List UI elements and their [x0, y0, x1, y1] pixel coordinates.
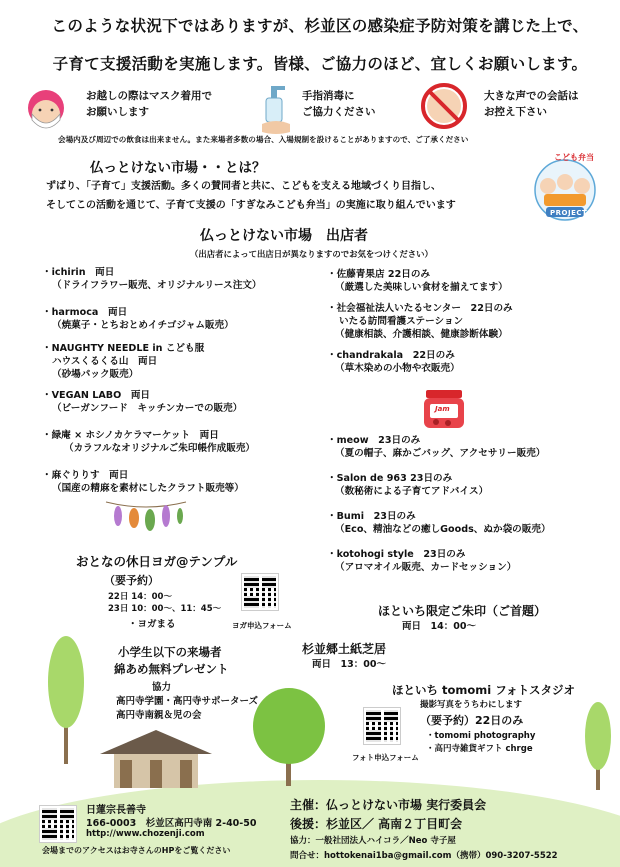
- temple-url[interactable]: http://www.chozenji.com: [86, 829, 205, 839]
- no-loud-voice-icon: [420, 82, 468, 130]
- access-note: 会場までのアクセスはお寺さんのHPをご覧ください: [42, 846, 231, 855]
- vendors-right-column: [327, 268, 613, 375]
- temple-illustration: [96, 726, 216, 790]
- no-talking-illustration: [420, 82, 468, 130]
- temple-address: 166-0003 杉並区高円寺南 2-40-50: [86, 818, 257, 829]
- about-line-1: ずばり、「子育て」支援活動。多くの賛同者と共に、こどもを支える地域づくり目指し、: [46, 181, 441, 192]
- mask-illustration: [16, 86, 72, 138]
- mask-rule-text: お越しの際はマスク着用で お願いします: [86, 90, 212, 118]
- vendor-item: ・佐藤青果店 22日のみ （厳選した美味しい食材を揃えてます）: [327, 269, 508, 293]
- photo-qr-label: フォト申込フォーム: [352, 753, 419, 762]
- vendor-item: ・Bumi 23日のみ （Eco、精油などの癒しGoods、ぬか袋の販売）: [327, 511, 551, 535]
- dried-flowers-illustration: [104, 498, 188, 536]
- goshuin-time: 両日 14：00～: [402, 621, 476, 632]
- cotton-title-1: 小学生以下の来場者: [118, 645, 222, 659]
- cotton-title-2: 綿あめ無料プレゼント: [114, 662, 229, 676]
- voice-rule-text: 大きな声での会話は お控え下さい: [484, 90, 579, 118]
- tree-left-illustration: [46, 634, 86, 764]
- yoga-qr-label: ヨガ申込フォーム: [232, 621, 292, 630]
- vendor-item: ・NAUGHTY NEEDLE in こども服 ハウスくるくる山 両日 （砂場パック販売）: [42, 343, 205, 380]
- cotton-coop-label: 協力: [152, 682, 172, 693]
- yoga-time-2: 23日 10：00～、11：45～: [108, 604, 222, 614]
- header-line-1: このような状況下ではありますが、杉並区の感染症予防対策を講じた上で、: [51, 17, 589, 35]
- about-title: 仏っとけない市場・・とは？: [90, 160, 266, 176]
- jam-jar-illustration: [422, 388, 466, 430]
- photo-reserve: （要予約）22日のみ: [420, 714, 524, 727]
- yoga-teacher: ・ヨガまる: [128, 619, 176, 630]
- vendors-left-column: [42, 266, 302, 495]
- photo-title: ほといち tomomi フォトスタジオ: [392, 683, 576, 697]
- kodomo-bento-logo: [524, 152, 606, 224]
- vendor-item: ・ichirin 両日 （ドライフラワー販売、オリジナルリース注文）: [42, 267, 262, 291]
- vendor-item: ・kotohogi style 23日のみ （アロマオイル販売、カードセッション）: [327, 549, 517, 573]
- photo-qr-code[interactable]: [364, 708, 400, 744]
- yoga-title: おとなの休日ヨガ@テンプル: [76, 554, 238, 569]
- cotton-org-1: 高円寺学園・高円寺サポーターズ: [116, 696, 259, 707]
- rules-note: 会場内及び周辺での飲食は出来ません。また来場者多数の場合、入場規制を設けることがありますので、ご了承ください: [58, 135, 469, 144]
- coop-text: 協力：一般社団法人ハイコラ／Neo 寺子屋: [290, 836, 456, 846]
- vendors-subtitle: （出店者によって出店日が異なりますのでお気をつけください）: [190, 249, 433, 259]
- photo-item-2: ・高円寺雑貨ギフト chrge: [426, 744, 533, 754]
- hand-sanitizer-icon: [258, 80, 294, 136]
- temple-qr-code[interactable]: [40, 806, 76, 842]
- sanitize-rule-text: 手指消毒に ご協力ください: [302, 90, 376, 118]
- vendor-item: ・harmoca 両日 （焼菓子・とちおとめイチゴジャム販売）: [42, 307, 234, 331]
- vendor-item: ・meow 23日のみ （夏の帽子、麻かごバッグ、アクセサリー販売）: [327, 435, 546, 459]
- about-line-2: そしてこの活動を通じて、子育て支援の「すぎなみこども弁当」の実施に取り組んでいます: [46, 200, 456, 211]
- jam-label: Jam: [435, 405, 450, 413]
- yoga-time-1: 22日 14：00～: [108, 592, 172, 602]
- tree-center-illustration: [252, 686, 326, 786]
- yoga-reserve: （要予約）: [104, 574, 159, 587]
- vendor-item: ・緑庵 × ホシノカケラマーケット 両日 （カラフルなオリジナルご朱印帳作成販売）: [42, 430, 256, 454]
- sanitizer-illustration: [258, 80, 294, 136]
- vendors-title: 仏っとけない市場 出店者: [200, 228, 368, 244]
- kamishibai-title: 杉並郷土紙芝居: [302, 642, 387, 656]
- temple-name: 日蓮宗長善寺: [86, 805, 146, 816]
- vendor-item: ・麻ぐりりす 両日 （国産の精麻を素材にしたクラフト販売等）: [42, 470, 244, 494]
- photo-item-1: ・tomomi photography: [426, 731, 536, 741]
- header-line-2: 子育て支援活動を実施します。皆様、ご協力のほど、宜しくお願いします。: [52, 55, 588, 73]
- yoga-qr-code[interactable]: [242, 574, 278, 610]
- vendor-item: ・Salon de 963 23日のみ （数秘術による子育てアドバイス）: [327, 473, 489, 497]
- logo-top-text: こども弁当: [554, 153, 594, 162]
- vendor-item: ・chandrakala 22日のみ （草木染めの小物や衣販売）: [327, 350, 460, 374]
- photo-sub: 撮影写真をうちわにします: [420, 700, 523, 710]
- cotton-org-2: 高円寺南親＆児の会: [116, 710, 202, 721]
- goshuin-title: ほといち限定ご朱印（ご首題）: [378, 604, 547, 618]
- tree-right-illustration: [584, 700, 612, 790]
- support-text: 後援：杉並区／ 高南２丁目町会: [290, 817, 463, 831]
- mask-person-icon: [16, 86, 72, 138]
- vendor-item: ・社会福祉法人いたるセンター 22日のみ いたる訪問看護ステーション （健康相談、介護相談、健康診断体験）: [327, 303, 513, 340]
- vendors-right-column-2: [327, 434, 613, 574]
- vendor-item: ・VEGAN LABO 両日 （ビーガンフード キッチンカーでの販売）: [42, 390, 243, 414]
- host-text: 主催：仏っとけない市場 実行委員会: [290, 798, 487, 812]
- kamishibai-time: 両日 13：00～: [312, 659, 386, 670]
- logo-bottom-text: PROJECT: [550, 209, 588, 217]
- contact-text: 問合せ：hottokenai1ba@gmail.com（携帯）090-3207-5522: [290, 851, 558, 861]
